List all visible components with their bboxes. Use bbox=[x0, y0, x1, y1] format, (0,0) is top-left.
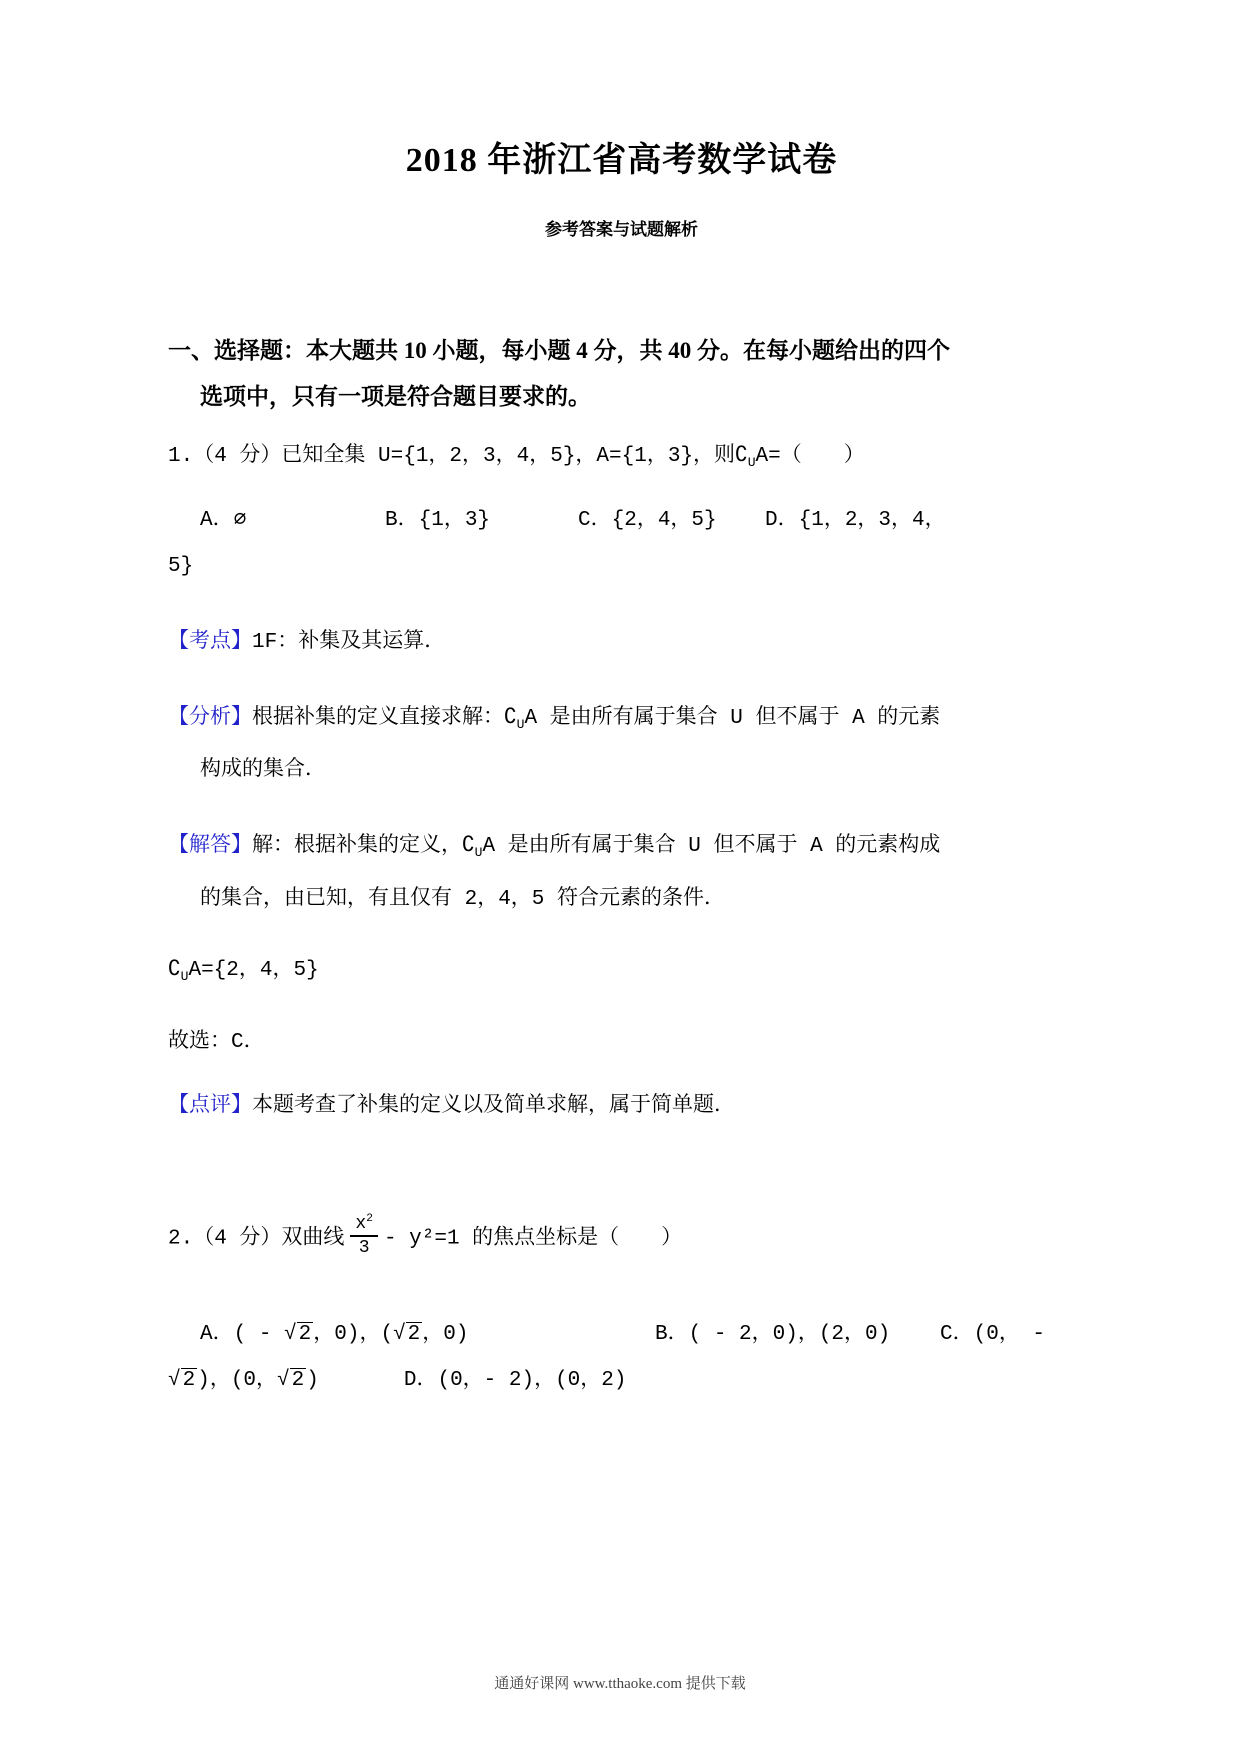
sqrt-expression bbox=[393, 1322, 422, 1346]
complement-subscript: U bbox=[747, 455, 756, 471]
question-2-stem-text: 2.（4 分）双曲线 bbox=[168, 1227, 345, 1251]
option-d-continuation: 5} bbox=[168, 555, 194, 579]
option-b bbox=[385, 498, 578, 544]
jieda-line2: 的集合，由已知，有且仅有 2，4，5 符合元素的条件． bbox=[200, 887, 726, 911]
fenxi-text-before: 根据补集的定义直接求解： bbox=[252, 707, 504, 731]
complement-symbol bbox=[504, 707, 525, 733]
option-a-text: ，0) bbox=[422, 1323, 469, 1347]
option-c-text: ) bbox=[306, 1369, 319, 1393]
option-c-text: )，(0， bbox=[197, 1369, 278, 1393]
option-a-label: A． bbox=[200, 1323, 234, 1347]
jieda-label: 【解答】 bbox=[168, 835, 252, 859]
radicand: 2 bbox=[298, 1323, 312, 1347]
sqrt-expression bbox=[168, 1368, 197, 1392]
complement-glyph: ∁ bbox=[504, 707, 517, 731]
kaodian-text: 1F：补集及其运算． bbox=[252, 631, 446, 655]
dianping-block bbox=[168, 1084, 1075, 1130]
complement-subscript: U bbox=[474, 845, 483, 861]
kaodian-label: 【考点】 bbox=[168, 631, 252, 655]
q1-conclusion: 故选：C． bbox=[168, 1030, 265, 1054]
radicand: 2 bbox=[291, 1369, 305, 1393]
section-heading bbox=[168, 328, 1075, 420]
option-d-label: D． bbox=[765, 509, 799, 533]
radical-sign: √ bbox=[393, 1323, 406, 1347]
fraction-numerator-exponent: 2 bbox=[366, 1212, 373, 1225]
question-1-stem bbox=[168, 434, 1075, 486]
option-a-value: ∅ bbox=[233, 509, 247, 533]
question-1-stem-tail: A=（ ） bbox=[755, 445, 865, 468]
radical-sign: √ bbox=[284, 1323, 297, 1347]
option-b-label: B． bbox=[385, 509, 419, 533]
fenxi-text-after: A 是由所有属于集合 U 但不属于 A 的元素 bbox=[524, 707, 941, 731]
radicand: 2 bbox=[407, 1323, 421, 1347]
sqrt-expression bbox=[284, 1322, 313, 1346]
radicand: 2 bbox=[182, 1369, 196, 1393]
option-d bbox=[404, 1358, 627, 1404]
complement-glyph: ∁ bbox=[168, 958, 181, 982]
section-heading-line2: 选项中，只有一项是符合题目要求的。 bbox=[200, 384, 591, 409]
option-d bbox=[765, 498, 946, 544]
option-c-label: C． bbox=[578, 509, 612, 533]
option-c-value: {2，4，5} bbox=[611, 509, 717, 533]
complement-symbol bbox=[735, 445, 756, 471]
option-d-value: {1，2，3，4， bbox=[798, 509, 946, 533]
option-c bbox=[940, 1312, 1045, 1358]
jieda-block bbox=[168, 824, 1075, 922]
sqrt-expression bbox=[277, 1368, 306, 1392]
option-d-label: D． bbox=[403, 1369, 438, 1393]
option-a-label: A． bbox=[200, 509, 234, 533]
section-heading-line1: 一、选择题：本大题共 10 小题，每小题 4 分，共 40 分。在每小题给出的四个 bbox=[168, 338, 950, 363]
option-d-value: (0，- 2)，(0，2) bbox=[437, 1369, 627, 1393]
option-b-value: ( - 2，0)，(2，0) bbox=[688, 1323, 891, 1347]
option-c-text: (0， - bbox=[973, 1323, 1046, 1347]
page-subtitle: 参考答案与试题解析 bbox=[545, 220, 698, 239]
question-2-options-line1 bbox=[168, 1312, 1075, 1358]
option-b bbox=[655, 1312, 940, 1358]
fenxi-block bbox=[168, 696, 1075, 794]
fraction-numerator bbox=[350, 1213, 378, 1238]
question-1-options bbox=[168, 498, 1075, 544]
option-a bbox=[200, 1312, 655, 1358]
option-b-label: B． bbox=[655, 1323, 689, 1347]
radical-sign: √ bbox=[277, 1369, 290, 1393]
jieda-text-before: 解：根据补集的定义， bbox=[252, 835, 462, 859]
option-a-text: ( - bbox=[233, 1323, 285, 1347]
complement-glyph: ∁ bbox=[462, 835, 475, 859]
page-footer: 通通好课网 www.tthaoke.com 提供下载 bbox=[494, 1676, 746, 1692]
option-a bbox=[200, 498, 385, 544]
option-c bbox=[578, 498, 765, 544]
fenxi-line1 bbox=[168, 696, 1075, 748]
question-2-options-line2 bbox=[168, 1358, 1075, 1404]
complement-subscript: U bbox=[180, 968, 189, 984]
q1-result-text: A={2，4，5} bbox=[188, 958, 319, 982]
jieda-line1 bbox=[168, 824, 1075, 876]
complement-symbol bbox=[168, 959, 188, 982]
fraction-numerator-base: x bbox=[355, 1213, 367, 1234]
question-2-stem-tail: - y²=1 的焦点坐标是（ ） bbox=[383, 1227, 683, 1251]
kaodian-block bbox=[168, 620, 1075, 666]
q1-result bbox=[168, 948, 1075, 1000]
option-c-label: C． bbox=[940, 1323, 974, 1347]
dianping-text: 本题考查了补集的定义以及简单求解，属于简单题． bbox=[252, 1094, 735, 1118]
radical-sign: √ bbox=[168, 1369, 181, 1393]
dianping-label: 【点评】 bbox=[168, 1094, 252, 1118]
complement-symbol bbox=[462, 835, 483, 861]
fraction-denominator: 3 bbox=[358, 1238, 370, 1259]
question-2-options bbox=[168, 1312, 1075, 1404]
complement-glyph: ∁ bbox=[735, 445, 748, 468]
fenxi-line2: 构成的集合． bbox=[200, 759, 326, 783]
fenxi-label: 【分析】 bbox=[168, 707, 252, 731]
complement-subscript: U bbox=[516, 717, 525, 733]
option-b-value: {1，3} bbox=[418, 509, 491, 533]
page-title: 2018 年浙江省高考数学试卷 bbox=[405, 142, 838, 179]
question-1-stem-text: 1.（4 分）已知全集 U={1，2，3，4，5}，A={1，3}，则 bbox=[168, 445, 736, 468]
option-c-continuation bbox=[168, 1368, 319, 1392]
question-2-stem bbox=[168, 1212, 1075, 1263]
fraction bbox=[350, 1213, 378, 1259]
option-a-text: ，0)，( bbox=[313, 1323, 394, 1347]
jieda-text-after: A 是由所有属于集合 U 但不属于 A 的元素构成 bbox=[482, 835, 941, 859]
